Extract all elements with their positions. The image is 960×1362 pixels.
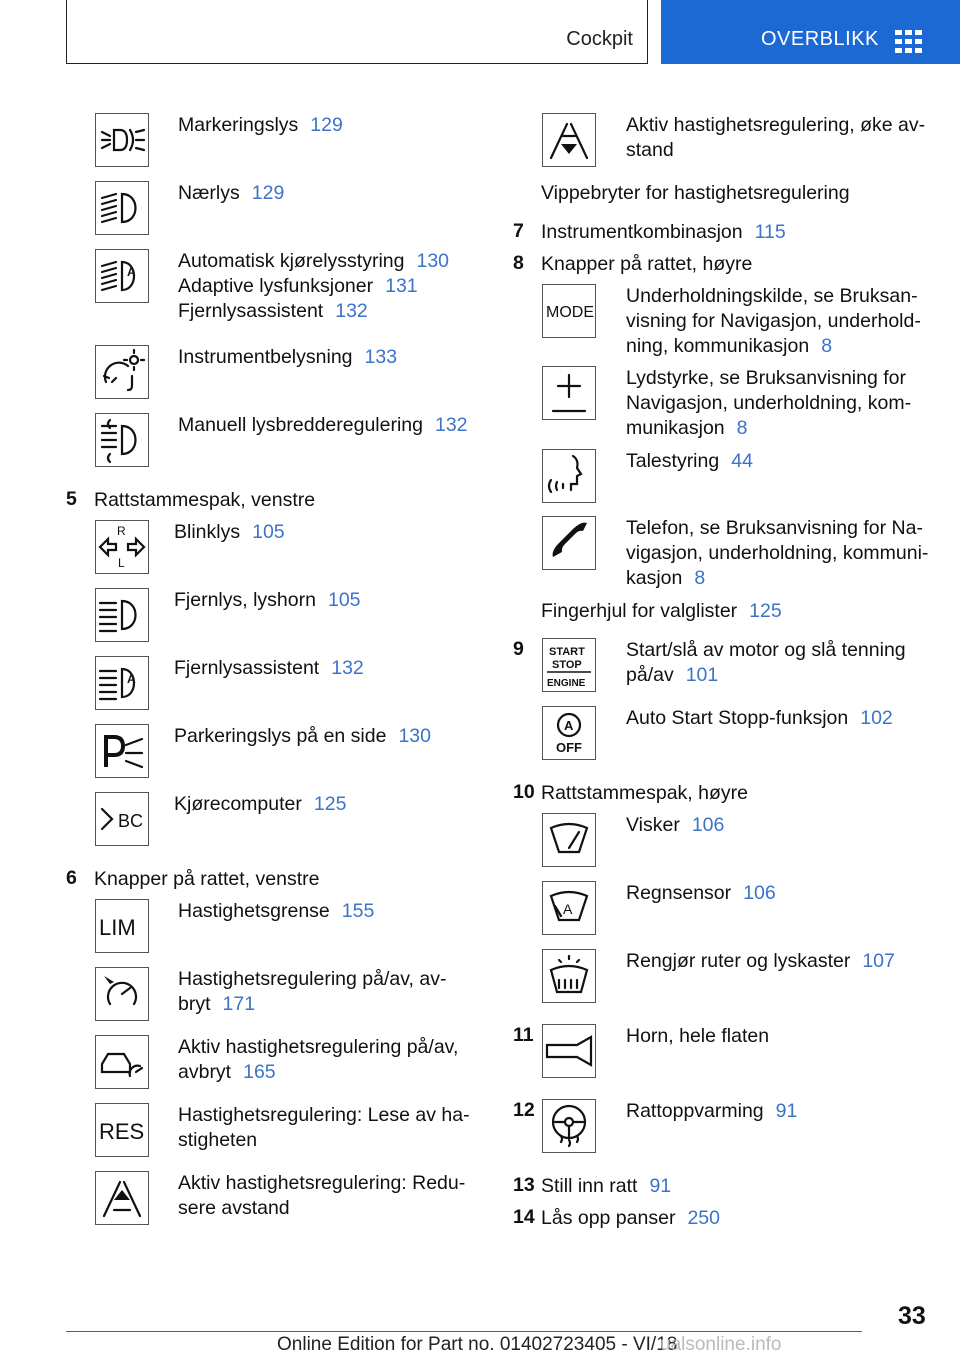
left-entry-text bbox=[178, 992, 255, 1017]
left-entry-label: Kjørecomputer bbox=[174, 793, 302, 815]
washer-icon bbox=[542, 949, 596, 1003]
plain-label: Vippebryter for hastighetsregulering bbox=[541, 182, 850, 204]
svg-text:LIM: LIM bbox=[99, 915, 136, 940]
svg-text:A: A bbox=[564, 718, 574, 733]
high-beam-assist-icon bbox=[95, 656, 149, 710]
svg-text:A: A bbox=[563, 901, 573, 917]
left-entry-text bbox=[174, 520, 285, 545]
page-link[interactable]: 132 bbox=[331, 657, 364, 679]
left-entry-label: Hastighetsregulering: Lese av ha- bbox=[178, 1104, 470, 1126]
right-entry-label: Horn, hele flaten bbox=[626, 1025, 770, 1047]
left-entry-text bbox=[174, 656, 364, 681]
section-number: 11 bbox=[513, 1024, 534, 1046]
section-title bbox=[541, 1206, 720, 1231]
right-entry-label: ning, kommunikasjon bbox=[626, 335, 810, 357]
left-entry-text bbox=[178, 345, 397, 370]
left-entry-label: Fjernlysassistent bbox=[178, 300, 324, 322]
right-entry-text bbox=[626, 706, 893, 731]
page-link[interactable]: 129 bbox=[310, 114, 343, 136]
footer-edition: Online Edition for Part no. 01402723405 - VI/18 bbox=[277, 1334, 678, 1355]
right-entry-text bbox=[626, 138, 674, 163]
plain-text bbox=[541, 599, 782, 624]
right-entry-label: Rengjør ruter og lyskaster bbox=[626, 950, 851, 972]
left-entry-label: Manuell lysbredderegulering bbox=[178, 414, 423, 436]
page-link[interactable]: 115 bbox=[754, 221, 786, 243]
header-section-box bbox=[66, 0, 648, 64]
high-beam-icon bbox=[95, 588, 149, 642]
right-entry-label: Visker bbox=[626, 814, 680, 836]
left-entry-label: Aktiv hastighetsregulering på/av, bbox=[178, 1036, 459, 1058]
right-entry-text bbox=[626, 1099, 797, 1124]
voice-control-icon bbox=[542, 449, 596, 503]
right-entry-text bbox=[626, 541, 928, 566]
wiper-icon bbox=[542, 813, 596, 867]
volume-icon bbox=[542, 366, 596, 420]
right-entry-label: Navigasjon, underholdning, kom- bbox=[626, 392, 912, 414]
right-entry-text bbox=[626, 1024, 769, 1049]
left-entry-text bbox=[178, 1035, 458, 1060]
right-entry-label: Underholdningskilde, se Bruksan- bbox=[626, 285, 918, 307]
auto-start-stop-icon bbox=[542, 706, 596, 760]
reduce-distance-icon bbox=[95, 1171, 149, 1225]
header-section-title: Cockpit bbox=[566, 28, 633, 50]
right-entry-text bbox=[626, 881, 776, 906]
cruise-control-icon bbox=[95, 967, 149, 1021]
left-entry-text bbox=[178, 1103, 470, 1128]
left-entry-label: Hastighetsregulering på/av, av- bbox=[178, 968, 447, 990]
section-label: Knapper på rattet, venstre bbox=[94, 868, 320, 890]
left-entry-text bbox=[178, 249, 449, 274]
left-entry-label: Markeringslys bbox=[178, 114, 299, 136]
page-link[interactable]: 8 bbox=[694, 567, 706, 589]
footer-divider bbox=[66, 1331, 862, 1332]
svg-text:ENGINE: ENGINE bbox=[547, 678, 586, 689]
page-link[interactable]: 106 bbox=[743, 882, 776, 904]
page-link[interactable]: 132 bbox=[335, 300, 368, 322]
page-link[interactable]: 8 bbox=[821, 335, 833, 357]
page-link[interactable]: 106 bbox=[691, 814, 725, 836]
page-link[interactable]: 131 bbox=[385, 275, 418, 297]
right-entry-text bbox=[626, 663, 718, 688]
left-entry-text bbox=[178, 1171, 465, 1196]
svg-text:MODE: MODE bbox=[546, 304, 594, 321]
left-entry-label: Nærlys bbox=[178, 182, 240, 204]
section-label: Still inn ratt bbox=[541, 1175, 638, 1197]
section-number: 5 bbox=[66, 488, 77, 510]
page-link[interactable]: 8 bbox=[736, 417, 748, 439]
page-link[interactable]: 125 bbox=[313, 793, 347, 815]
left-entry-label: sere avstand bbox=[178, 1197, 290, 1219]
low-beam-icon bbox=[95, 181, 149, 235]
page-link[interactable]: 105 bbox=[252, 521, 285, 543]
section-label: Rattstammespak, venstre bbox=[94, 489, 316, 511]
headlight-range-icon bbox=[95, 413, 149, 467]
page-link[interactable]: 129 bbox=[251, 182, 285, 204]
bc-icon bbox=[95, 792, 149, 846]
right-entry-text bbox=[626, 449, 753, 474]
right-entry-text bbox=[626, 391, 911, 416]
left-entry-text bbox=[178, 181, 284, 206]
side-parking-light-icon bbox=[95, 724, 149, 778]
rain-sensor-icon bbox=[542, 881, 596, 935]
plain-label: Fingerhjul for valglister bbox=[541, 600, 738, 622]
right-entry-label: Start/slå av motor og slå tenning bbox=[626, 639, 906, 661]
page-link[interactable]: 130 bbox=[398, 725, 431, 747]
right-entry-text bbox=[626, 366, 906, 391]
right-entry-text bbox=[626, 416, 748, 441]
svg-text:R: R bbox=[117, 524, 126, 538]
section-label: Instrumentkombinasjon bbox=[541, 221, 743, 243]
left-entry-label: Adaptive lysfunksjoner bbox=[178, 275, 374, 297]
section-title bbox=[541, 252, 752, 277]
page-link[interactable]: 133 bbox=[364, 346, 398, 368]
left-entry-label: avbryt bbox=[178, 1061, 232, 1083]
right-entry-label: Auto Start Stopp-funksjon bbox=[626, 707, 849, 729]
section-number: 6 bbox=[66, 867, 77, 889]
svg-text:BC: BC bbox=[118, 811, 144, 831]
page-link[interactable]: 132 bbox=[434, 414, 468, 436]
right-entry-label: Telefon, se Bruksanvisning for Na- bbox=[626, 517, 923, 539]
right-entry-label: Lydstyrke, se Bruksanvisning for bbox=[626, 367, 906, 389]
page-link[interactable]: 91 bbox=[649, 1175, 672, 1197]
page-link[interactable]: 165 bbox=[243, 1061, 276, 1083]
left-entry-label: Automatisk kjørelysstyring bbox=[178, 250, 405, 272]
section-number: 14 bbox=[513, 1206, 535, 1228]
right-entry-label: visning for Navigasjon, underhold- bbox=[626, 310, 921, 332]
section-number: 7 bbox=[513, 220, 524, 242]
section-title bbox=[541, 1174, 671, 1199]
page-link[interactable]: 171 bbox=[222, 993, 256, 1015]
svg-text:A: A bbox=[127, 265, 136, 279]
page-link[interactable]: 107 bbox=[862, 950, 895, 972]
auto-headlight-icon bbox=[95, 249, 149, 303]
right-entry-text bbox=[626, 284, 918, 309]
right-entry-label: kasjon bbox=[626, 567, 683, 589]
right-entry-text bbox=[626, 813, 724, 838]
left-entry-text bbox=[178, 1128, 257, 1153]
svg-text:STOP: STOP bbox=[552, 659, 582, 671]
section-title bbox=[541, 220, 786, 245]
svg-text:START: START bbox=[549, 646, 585, 658]
left-entry-label: Hastighetsgrense bbox=[178, 900, 330, 922]
section-number: 13 bbox=[513, 1174, 535, 1196]
right-entry-label: Aktiv hastighetsregulering, øke av- bbox=[626, 114, 926, 136]
section-title bbox=[541, 781, 748, 806]
section-label: Rattstammespak, høyre bbox=[541, 782, 748, 804]
section-label: Lås opp panser bbox=[541, 1207, 676, 1229]
page-link[interactable]: 91 bbox=[775, 1100, 798, 1122]
svg-text:A: A bbox=[127, 672, 136, 686]
left-entry-text bbox=[178, 1196, 290, 1221]
page-link[interactable]: 101 bbox=[685, 664, 719, 686]
start-stop-icon bbox=[542, 638, 596, 692]
right-entry-label: på/av bbox=[626, 664, 674, 686]
right-entry-label: Regnsensor bbox=[626, 882, 732, 904]
page-link[interactable]: 125 bbox=[749, 600, 782, 622]
instrument-lighting-icon bbox=[95, 345, 149, 399]
section-title bbox=[94, 867, 319, 892]
steering-heat-icon bbox=[542, 1099, 596, 1153]
lim-icon bbox=[95, 899, 149, 953]
page-link[interactable]: 155 bbox=[341, 900, 375, 922]
svg-text:OFF: OFF bbox=[556, 740, 582, 755]
left-entry-label: Fjernlysassistent bbox=[174, 657, 320, 679]
page-number: 33 bbox=[898, 1302, 926, 1330]
right-entry-text bbox=[626, 638, 906, 663]
section-number: 9 bbox=[513, 638, 524, 660]
section-label: Knapper på rattet, høyre bbox=[541, 253, 753, 275]
left-entry-label: stigheten bbox=[178, 1129, 258, 1151]
right-entry-text bbox=[626, 309, 921, 334]
left-entry-text bbox=[174, 792, 346, 817]
left-entry-label: Aktiv hastighetsregulering: Redu- bbox=[178, 1172, 466, 1194]
svg-text:L: L bbox=[118, 556, 125, 570]
right-entry-label: Talestyring bbox=[626, 450, 720, 472]
section-title bbox=[94, 488, 315, 513]
turn-signal-icon bbox=[95, 520, 149, 574]
left-entry-label: Instrumentbelysning bbox=[178, 346, 353, 368]
section-number: 8 bbox=[513, 252, 524, 274]
active-cruise-icon bbox=[95, 1035, 149, 1089]
right-entry-label: Rattoppvarming bbox=[626, 1100, 764, 1122]
watermark: ualsonline.info bbox=[660, 1334, 782, 1355]
left-entry-text bbox=[178, 274, 418, 299]
phone-icon bbox=[542, 516, 596, 570]
left-entry-text bbox=[178, 967, 446, 992]
mode-icon bbox=[542, 284, 596, 338]
parking-lights-icon bbox=[95, 113, 149, 167]
right-entry-text bbox=[626, 566, 705, 591]
svg-text:RES: RES bbox=[99, 1119, 145, 1144]
section-number: 10 bbox=[513, 781, 535, 803]
left-entry-label: Parkeringslys på en side bbox=[174, 725, 387, 747]
right-entry-label: stand bbox=[626, 139, 674, 161]
right-entry-text bbox=[626, 113, 925, 138]
page-link[interactable]: 130 bbox=[416, 250, 450, 272]
section-number: 12 bbox=[513, 1099, 535, 1121]
right-entry-text bbox=[626, 516, 923, 541]
right-entry-label: munikasjon bbox=[626, 417, 725, 439]
page-link[interactable]: 105 bbox=[327, 589, 361, 611]
increase-distance-icon bbox=[542, 113, 596, 167]
page-link[interactable]: 250 bbox=[687, 1207, 720, 1229]
left-entry-label: Fjernlys, lyshorn bbox=[174, 589, 316, 611]
left-entry-label: bryt bbox=[178, 993, 211, 1015]
left-entry-text bbox=[178, 899, 374, 924]
res-icon bbox=[95, 1103, 149, 1157]
page-link[interactable]: 102 bbox=[860, 707, 893, 729]
left-entry-text bbox=[178, 413, 468, 438]
left-entry-text bbox=[174, 588, 361, 613]
right-entry-text bbox=[626, 949, 895, 974]
right-entry-label: vigasjon, underholdning, kommuni- bbox=[626, 542, 929, 564]
left-entry-text bbox=[178, 113, 343, 138]
left-entry-text bbox=[178, 299, 368, 324]
plain-text bbox=[541, 181, 850, 206]
left-entry-label: Blinklys bbox=[174, 521, 241, 543]
left-entry-text bbox=[174, 724, 431, 749]
left-entry-text bbox=[178, 1060, 276, 1085]
horn-icon bbox=[542, 1024, 596, 1078]
page-link[interactable]: 44 bbox=[731, 450, 753, 472]
grid-menu-icon[interactable] bbox=[895, 30, 922, 53]
right-entry-text bbox=[626, 334, 832, 359]
overview-label: OVERBLIKK bbox=[761, 28, 879, 50]
